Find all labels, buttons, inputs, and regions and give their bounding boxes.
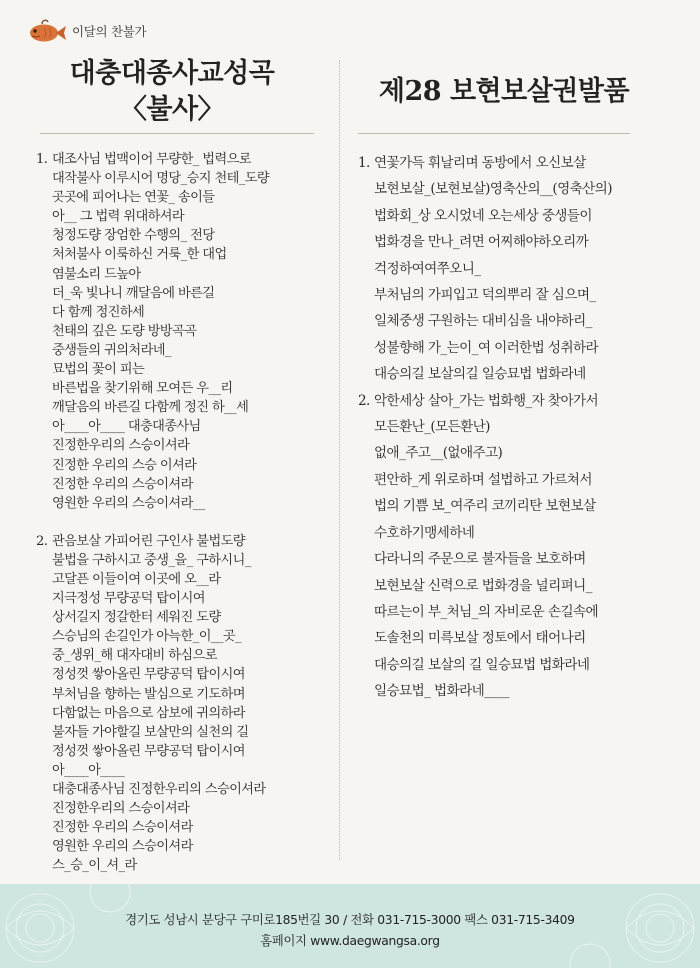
lyric-line: 스승님의 손길인가 아늑한_이__곳_ (52, 629, 241, 645)
left-lyrics (36, 150, 336, 875)
lyric-line: 보현보살_(보현보살)영축산의__(영축산의) (374, 181, 612, 198)
lyric-line: 도솔천의 미륵보살 정토에서 태어나리 (374, 630, 586, 647)
lyric-line: 연꽃가득 휘날리며 동방에서 오신보살 (374, 155, 586, 171)
right-lyrics (358, 150, 658, 705)
lyric-line: 다라니의 주문으로 불자들을 보호하며 (374, 551, 586, 568)
lyric-line: 다 함께 정진하세 (52, 304, 145, 320)
lyric-line: 지극정성 무량공덕 탑이시여 (52, 591, 205, 607)
footer (0, 884, 700, 968)
lyric-line: 대충대종사님 진정한우리의 스승이셔라 (52, 782, 266, 797)
footer-address: 경기도 성남시 분당구 구미로185번길 30 / 전화 031-715-3000 팩스 031-715-3409 (125, 913, 575, 927)
lyric-line: 일체중생 구원하는 대비심을 내야하리_ (374, 313, 592, 330)
verse-number: 2. (36, 533, 48, 549)
lyric-line: 법화경을 만나_려면 어찌해야하오리까 (374, 234, 589, 251)
right-title: 제28 보현보살권발품 (378, 76, 630, 107)
left-title-line2: 〈불사〉 (119, 94, 225, 125)
right-title-rule (358, 133, 630, 134)
lyric-line: 진정한 우리의 스승 이셔라 (52, 457, 197, 473)
lyric-line: 대작불사 이루시어 명당_승지 천테_도량 (52, 171, 269, 187)
lyric-line: 대승의길 보살의 길 일승묘법 법화라네 (374, 656, 590, 673)
lyric-line: 중생들의 귀의처라네_ (52, 342, 171, 358)
lyric-line: 아____아____ 대충대종사님 (52, 419, 201, 435)
left-title-rule (40, 133, 314, 134)
right-section (358, 150, 658, 388)
lyric-line: 중_생위_해 대자대비 하심으로 (52, 648, 217, 664)
lyric-line: 처처불사 이룩하신 거룩_한 대업 (52, 247, 227, 263)
footer-website[interactable]: 홈페이지 www.daegwangsa.org (260, 934, 440, 948)
lyric-line: 바른법을 찾기위해 모여든 우__리 (52, 381, 233, 397)
lyric-line: 일승묘법_ 법화라네____ (374, 683, 509, 700)
lyric-line: 청정도량 장엄한 수행의_ 전당 (52, 228, 215, 244)
lyric-line: 부처님을 향하는 발심으로 기도하며 (52, 686, 245, 702)
lyric-line: 고달픈 이들이여 이곳에 오__라 (52, 571, 221, 587)
lyric-line: 진정한우리의 스승이셔라 (52, 438, 190, 454)
lyric-line: 영원한 우리의 스승이셔라 (52, 839, 193, 855)
lyric-line: 수호하기맹세하네 (374, 524, 475, 541)
lyric-line: 아____아____ (52, 762, 125, 778)
fish-wood-icon (22, 18, 68, 44)
lyric-line: 더_욱 빛나니 깨달음에 바른길 (52, 285, 215, 301)
lyric-line: 정성껏 쌓아올린 무량공덕 탑이시여 (52, 667, 245, 683)
lyric-line: 진정한 우리의 스승이셔라 (52, 820, 193, 836)
lyric-line: 법화회_상 오시었네 오는세상 중생들이 (374, 207, 592, 224)
lyric-line: 대승의길 보살의길 일승묘법 법화라네 (374, 366, 586, 383)
lyric-line: 대조사님 법맥이어 무량한_ 법력으로 (52, 152, 251, 167)
lyric-line: 상서길지 정갈한터 세워진 도량 (52, 610, 221, 626)
lyric-line: 법의 기쁨 보_여주리 코끼리탄 보현보살 (374, 498, 596, 515)
lyric-line: 영원한 우리의 스승이셔라__ (52, 495, 205, 511)
verse-number: 2. (358, 392, 370, 409)
header-tag-label: 이달의 찬불가 (72, 24, 147, 39)
header-tag (22, 18, 146, 44)
lyric-line: 불법을 구하시고 중생_을_ 구하시니_ (52, 552, 251, 568)
lyric-line: 스_승_이_셔_라 (52, 858, 137, 874)
lyric-line: 불자들 가야할길 보살만의 실천의 길 (52, 724, 249, 740)
left-section (36, 532, 336, 876)
right-section (358, 388, 658, 705)
lyric-line: 진정한우리의 스승이셔라 (52, 801, 190, 817)
lyric-line: 천태의 깊은 도량 방방곡곡 (52, 323, 197, 339)
lyric-line: 진정한 우리의 스승이셔라 (52, 476, 193, 492)
lyric-line: 관음보살 가피어린 구인사 불법도량 (52, 533, 245, 549)
verse-number: 1. (358, 155, 370, 171)
lyric-line: 따르는이 부_처님_의 자비로운 손길속에 (374, 603, 599, 620)
lyric-line: 모든환난_(모든환난) (374, 419, 490, 436)
column-divider (339, 60, 340, 860)
lyric-line: 깨달음의 바른길 다함께 정진 하__세 (52, 400, 249, 416)
lyric-line: 아__ 그 법력 위대하셔라 (52, 209, 185, 225)
lyric-line: 정성껏 쌓아올린 무량공덕 탑이시여 (52, 743, 245, 759)
lyric-line: 없애_주고__(없애주고) (374, 445, 503, 462)
lyric-line: 부처님의 가피입고 덕의뿌리 잘 심으며_ (374, 287, 596, 304)
lyric-line: 악한세상 살아_가는 법화행_자 찾아가서 (374, 392, 599, 409)
lyric-line: 성불향해 가_는이_여 이러한법 성취하라 (374, 339, 599, 356)
left-title-line1: 대충대종사교성곡 (69, 58, 275, 89)
lyric-line: 보현보살 신력으로 법화경을 널리펴니_ (374, 577, 592, 594)
lyric-line: 다함없는 마음으로 삼보에 귀의하라 (52, 705, 245, 721)
verse-number: 1. (36, 152, 48, 167)
left-section (36, 150, 336, 513)
lyric-line: 편안하_게 위로하며 설법하고 가르쳐서 (374, 471, 592, 488)
lyric-line: 염불소리 드높아 (52, 266, 141, 282)
lyric-line: 묘법의 꽃이 피는 (52, 362, 145, 378)
left-title (40, 56, 304, 128)
lyric-line: 곳곳에 피어나는 연꽃_ 송이들 (52, 190, 215, 206)
lyric-line: 걱정하여여쭈오니_ (374, 260, 481, 277)
